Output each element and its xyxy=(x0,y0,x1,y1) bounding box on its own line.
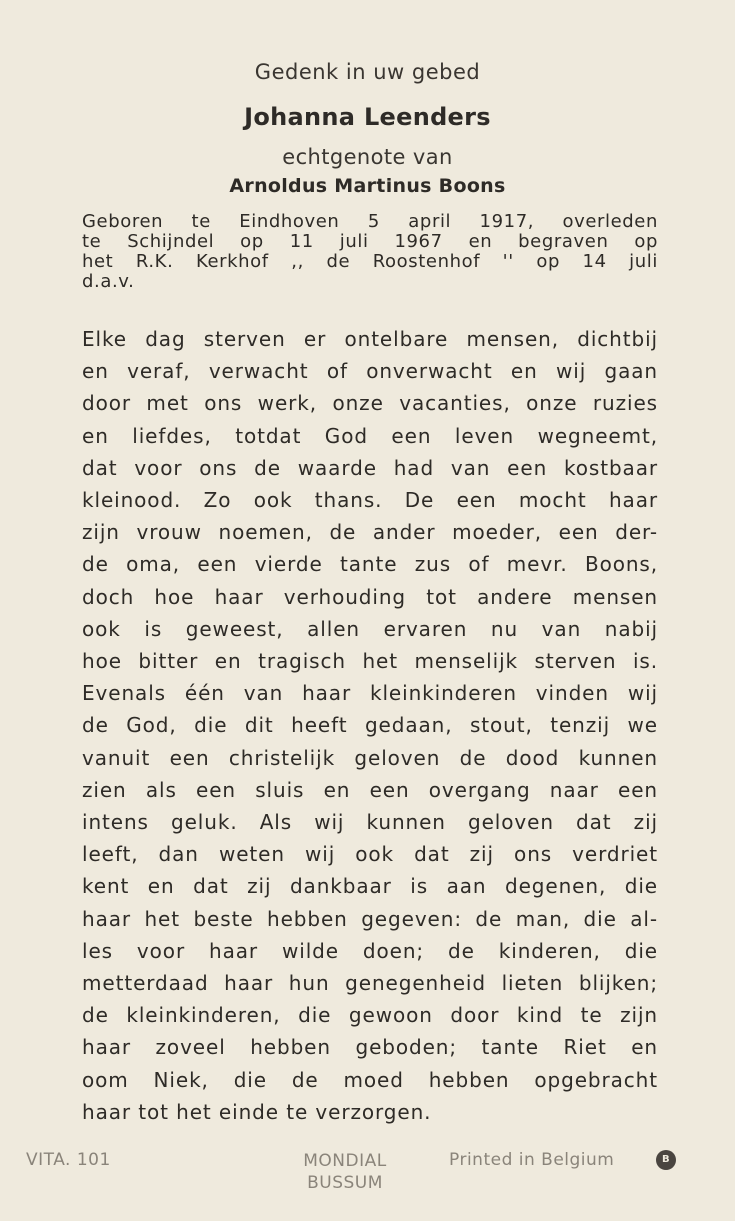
eulogy-line: ook is geweest, allen ervaren nu van nabij xyxy=(82,616,658,641)
eulogy-line: metterdaad haar hun genegenheid lieten blijken; xyxy=(82,971,658,996)
eulogy-line: doch hoe haar verhouding tot andere mensen xyxy=(82,584,658,609)
eulogy-line: vanuit een christelijk geloven de dood kunnen xyxy=(82,745,658,770)
deceased-name: Johanna Leenders xyxy=(244,103,491,131)
eulogy-line: haar zoveel hebben geboden; tante Riet en xyxy=(82,1035,658,1060)
catalog-code: VITA. 101 xyxy=(26,1150,111,1170)
publisher-city: BUSSUM xyxy=(307,1173,383,1193)
spouse-name: Arnoldus Martinus Boons xyxy=(229,175,506,197)
eulogy-line: les voor haar wilde doen; de kinderen, die xyxy=(82,938,658,963)
eulogy-line: oom Niek, die de moed hebben opgebracht xyxy=(82,1067,658,1092)
eulogy-line: de kleinkinderen, die gewoon door kind te zijn xyxy=(82,1003,658,1028)
intro-line: Gedenk in uw gebed xyxy=(254,60,481,84)
eulogy-line: haar tot het einde te verzorgen. xyxy=(82,1099,432,1124)
relation-line: echtgenote van xyxy=(282,145,453,169)
eulogy-line: intens geluk. Als wij kunnen geloven dat zij xyxy=(82,810,658,835)
publisher-name: MONDIAL xyxy=(303,1151,387,1171)
eulogy-line: leeft, dan weten wij ook dat zij ons verdriet xyxy=(82,842,658,867)
eulogy-line: haar het beste hebben gegeven: de man, die al- xyxy=(82,906,658,931)
bio-line: Geboren te Eindhoven 5 april 1917, overleden xyxy=(82,211,658,232)
biography-paragraph xyxy=(82,212,658,292)
bio-line: het R.K. Kerkhof ,, de Roostenhof '' op 14 juli xyxy=(82,251,658,272)
bio-line: d.a.v. xyxy=(82,271,135,292)
publisher xyxy=(270,1150,420,1194)
eulogy-line: Elke dag sterven er ontelbare mensen, dichtbij xyxy=(82,327,658,351)
eulogy-line: hoe bitter en tragisch het menselijk sterven is. xyxy=(82,649,658,674)
eulogy-line: door met ons werk, onze vacanties, onze ruzies xyxy=(82,391,658,416)
eulogy-line: de oma, een vierde tante zus of mevr. Boons, xyxy=(82,552,658,577)
eulogy-paragraph xyxy=(82,323,658,1128)
eulogy-line: zijn vrouw noemen, de ander moeder, een der- xyxy=(82,520,658,545)
eulogy-line: Evenals één van haar kleinkinderen vinden wij xyxy=(82,681,658,706)
eulogy-line: en veraf, verwacht of onverwacht en wij gaan xyxy=(82,359,658,384)
printed-in-label: Printed in Belgium xyxy=(449,1150,615,1170)
eulogy-line: de God, die dit heeft gedaan, stout, tenzij we xyxy=(82,713,658,738)
eulogy-line: dat voor ons de waarde had van een kostbaar xyxy=(82,455,658,480)
eulogy-line: zien als een sluis en een overgang naar een xyxy=(82,777,658,802)
bio-line: te Schijndel op 11 juli 1967 en begraven op xyxy=(82,231,658,252)
eulogy-line: kleinood. Zo ook thans. De een mocht haar xyxy=(82,488,658,513)
printer-logo-icon: B xyxy=(656,1150,676,1170)
eulogy-line: en liefdes, totdat God een leven wegneemt, xyxy=(82,423,658,448)
eulogy-line: kent en dat zij dankbaar is aan degenen, die xyxy=(82,874,658,899)
